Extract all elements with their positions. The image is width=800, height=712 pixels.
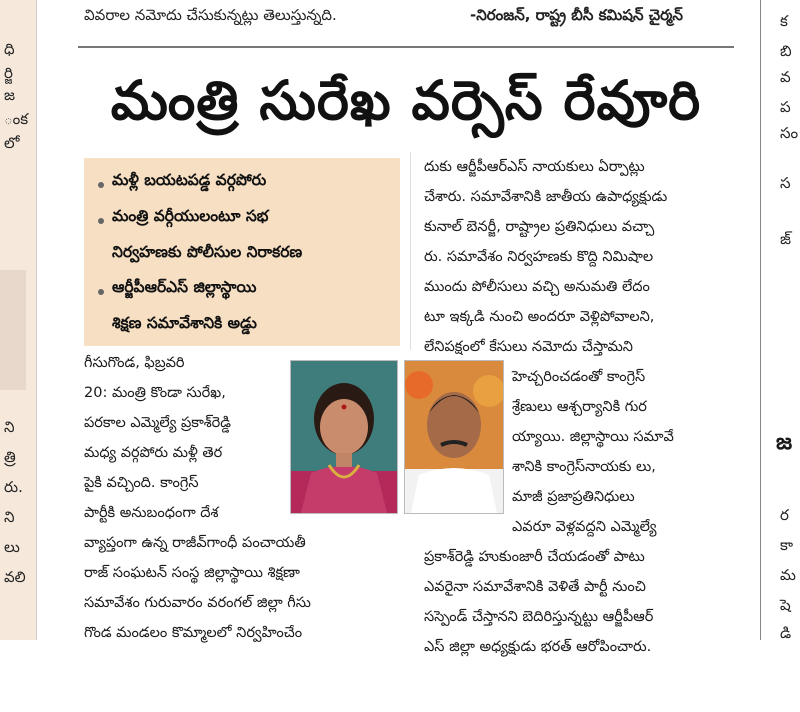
right-neighbor-column	[762, 0, 800, 640]
right-neighbor-text-fragment: సం	[780, 124, 799, 142]
body-line: పరకాల ఎమ్మెల్యే ప్రకాశ్‌రెడ్డి	[84, 415, 231, 431]
highlight-1: మళ్లీ బయటపడ్డ వర్గపోరు	[112, 171, 267, 189]
right-neighbor-text-fragment: డి	[780, 624, 792, 640]
left-neighbor-text-fragment: ర్జి	[4, 64, 13, 82]
body-line: పార్టీకి అనుబంధంగా దేశ	[84, 505, 219, 521]
body-line: ప్రకాశ్‌రెడ్డి హుకుంజారీ చేయడంతో పాటు	[424, 549, 645, 565]
body-line: చేశారు. సమావేశానికి జాతీయ ఉపాధ్యక్షుడు	[424, 189, 668, 205]
right-neighbor-text-fragment: జ్	[780, 230, 791, 248]
left-neighbor-column	[0, 0, 36, 640]
body-line: య్యాయి. జిల్లాస్థాయి సమావే	[512, 429, 674, 445]
body-line: టూ ఇక్కడి నుంచి అందరూ వెళ్లిపోవాలని,	[424, 309, 655, 325]
body-line: వ్యాప్తంగా ఉన్న రాజీవ్‌గాంధీ పంచాయతీ	[84, 535, 306, 551]
left-neighbor-text-fragment: ధి	[4, 40, 15, 58]
right-neighbor-text-fragment: కా	[780, 536, 794, 554]
body-line: లేనిపక్షంలో కేసులు నమోదు చేస్తామని	[424, 339, 633, 355]
body-column-left-narrow	[84, 348, 284, 528]
body-line: రు. సమావేశం నిర్వహణకు కొద్ది నిమిషాల	[424, 249, 654, 265]
body-column-right-top	[424, 152, 736, 362]
left-neighbor-text-fragment: త్రి	[4, 448, 16, 466]
right-neighbor-text-fragment: బి	[780, 42, 792, 60]
body-line: ఎవరైనా సమావేశానికి వెళితే పార్టీ నుంచి	[424, 579, 646, 595]
bullet-dot	[98, 182, 104, 188]
bullet-dot	[98, 289, 104, 295]
right-neighbor-text-fragment: మ	[780, 566, 796, 584]
body-line: ఎవరూ వెళ్లవద్దని ఎమ్మెల్యే	[512, 519, 657, 535]
left-neighbor-photo	[0, 270, 26, 390]
body-line: కునాల్ బెనర్జీ, రాష్ట్రాల ప్రతినిధులు వచ్చా	[424, 219, 655, 235]
left-neighbor-text-fragment: ని	[4, 508, 15, 526]
left-neighbor-text-fragment: వలి	[4, 568, 26, 586]
right-column-divider	[760, 0, 761, 640]
body-line: గొండ మండలం కొమ్మాలలో నిర్వహించేం	[84, 625, 303, 641]
left-neighbor-text-fragment: జ	[4, 86, 15, 104]
body-line: ఎస్ జిల్లా అధ్యక్షుడు భరత్ ఆరోపించారు.	[424, 639, 652, 655]
body-line: రాజ్ సంఘటన్ సంస్థ జిల్లాస్థాయి శిక్షణా	[84, 565, 300, 581]
body-line: 20: మంత్రి కొండా సురేఖ,	[84, 385, 226, 401]
body-column-left-wide	[84, 528, 400, 648]
left-neighbor-text-fragment: లు	[4, 538, 20, 556]
left-neighbor-text-fragment: ంక	[4, 110, 29, 128]
body-line: సస్పెండ్ చేస్తానని బెదిరిస్తున్నట్టు ఆర్జీపీఆర్	[424, 609, 654, 625]
previous-story-last-line: వివరాల నమోదు చేసుకున్నట్లు తెలుస్తున్నది.	[84, 6, 337, 24]
body-column-right-wide	[424, 542, 736, 662]
body-line: శ్రేణులు ఆశ్చర్యానికి గుర	[512, 399, 647, 415]
highlights-box	[84, 158, 400, 346]
highlight-2-cont: నిర్వహణకు పోలీసుల నిరాకరణ	[112, 243, 303, 261]
left-neighbor-text-fragment: ని	[4, 418, 15, 436]
right-neighbor-text-fragment: వ	[780, 68, 791, 86]
body-column-right-narrow	[512, 362, 734, 542]
body-line: హెచ్చరించడంతో కాంగ్రెస్	[512, 369, 646, 385]
right-neighbor-text-fragment: ప	[780, 98, 791, 116]
right-neighbor-text-fragment: క	[780, 12, 788, 30]
body-line: ముందు పోలీసులు వచ్చి అనుమతి లేదం	[424, 279, 650, 295]
body-line: మధ్య వర్గపోరు మళ్లీ తెర	[84, 445, 223, 461]
minister-photo	[290, 360, 398, 514]
body-line: గీసుగొండ, ఫిబ్రవరి	[84, 355, 185, 371]
body-line: సమావేశం గురువారం వరంగల్ జిల్లా గీసు	[84, 595, 311, 611]
body-line: పైకి వచ్చింది. కాంగ్రెస్	[84, 475, 199, 491]
highlight-2: మంత్రి వర్గీయులంటూ సభ	[112, 207, 269, 225]
bullet-dot	[98, 218, 104, 224]
body-line: దుకు ఆర్జీపీఆర్ఎస్ నాయకులు ఏర్పాట్లు	[424, 159, 645, 175]
highlight-3-cont: శిక్షణ సమావేశానికి అడ్డు	[112, 314, 257, 332]
previous-story-quote-attribution: -నిరంజన్, రాష్ట్ర బీసీ కమిషన్ చైర్మన్	[470, 6, 683, 24]
article-headline: మంత్రి సురేఖ వర్సెస్ రేవూరి	[110, 68, 702, 132]
left-neighbor-text-fragment: లో	[4, 134, 20, 152]
right-neighbor-heading: జ	[776, 430, 793, 455]
body-line: శానికి కాంగ్రెస్‌నాయకు లు,	[512, 459, 656, 475]
mla-photo	[404, 360, 504, 514]
right-neighbor-text-fragment: స	[780, 174, 791, 192]
left-neighbor-text-fragment: రు.	[4, 478, 23, 496]
right-neighbor-text-fragment: ర	[780, 506, 789, 524]
headline-top-rule	[78, 46, 734, 48]
left-column-divider	[36, 0, 37, 640]
highlight-3: ఆర్జీపీఆర్ఎస్ జిల్లాస్థాయి	[112, 278, 257, 296]
right-neighbor-text-fragment: షె	[780, 596, 791, 614]
body-line: మాజీ ప్రజాప్రతినిధులు	[512, 489, 635, 505]
column-gutter-rule	[410, 152, 411, 350]
